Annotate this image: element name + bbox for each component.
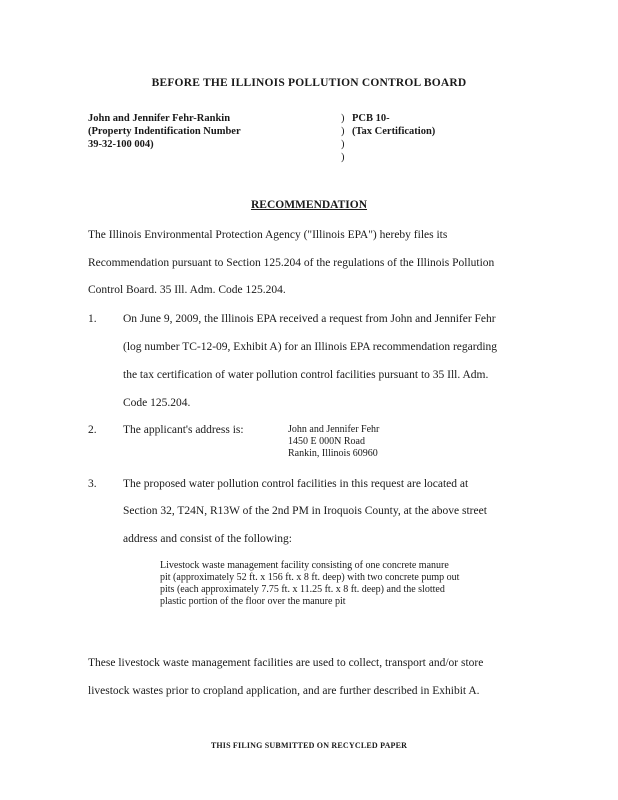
footer-note: THIS FILING SUBMITTED ON RECYCLED PAPER bbox=[210, 741, 408, 750]
item-line: Code 125.204. bbox=[123, 397, 191, 409]
item-line: (log number TC-12-09, Exhibit A) for an Illinois EPA recommendation regarding bbox=[123, 341, 498, 353]
caption-pin-label: (Property Indentification Number bbox=[88, 126, 241, 137]
caption-bar: ) bbox=[341, 152, 345, 163]
caption-left bbox=[88, 112, 241, 151]
caption-right bbox=[352, 112, 435, 138]
item-line: the tax certification of water pollution control facilities pursuant to 35 Ill. Adm. bbox=[123, 369, 489, 381]
address-label: The applicant's address is: bbox=[123, 424, 244, 436]
item-number: 2. bbox=[88, 424, 97, 436]
intro-line: Recommendation pursuant to Section 125.204 of the regulations of the Illinois Pollution bbox=[88, 257, 495, 269]
address-line: 1450 E 000N Road bbox=[288, 436, 365, 447]
item-line: address and consist of the following: bbox=[123, 533, 292, 545]
intro-line: The Illinois Environmental Protection Agency ("Illinois EPA") hereby files its bbox=[88, 229, 448, 241]
caption-bar: ) bbox=[341, 126, 345, 137]
closing-line: These livestock waste management facilities are used to collect, transport and/or store bbox=[88, 657, 484, 669]
caption-bar: ) bbox=[341, 139, 345, 150]
address-line: John and Jennifer Fehr bbox=[288, 424, 380, 435]
item-number: 3. bbox=[88, 478, 97, 490]
facility-description: Livestock waste management facility consisting of one concrete manure pit (approximately 52 ft. x 156 ft. x 8 ft. deep) with two concrete pump out pits (each approximately 7.75 ft. x 11.25 ft. x 8 ft. deep) and the slotted plastic portion of the floor over the manure pit bbox=[160, 560, 460, 607]
item-number: 1. bbox=[88, 313, 97, 325]
case-number: PCB 10- bbox=[352, 113, 390, 124]
item-line: The proposed water pollution control facilities in this request are located at bbox=[123, 478, 469, 490]
address-line: Rankin, Illinois 60960 bbox=[288, 448, 378, 459]
intro-line: Control Board. 35 Ill. Adm. Code 125.204. bbox=[88, 284, 286, 296]
closing-line: livestock wastes prior to cropland application, and are further described in Exhibit A. bbox=[88, 685, 480, 697]
case-type: (Tax Certification) bbox=[352, 126, 436, 137]
applicant-address bbox=[288, 424, 379, 460]
document-title: BEFORE THE ILLINOIS POLLUTION CONTROL BOARD bbox=[151, 77, 467, 89]
section-heading: RECOMMENDATION bbox=[250, 199, 368, 211]
caption-bar: ) bbox=[341, 113, 345, 124]
item-line: On June 9, 2009, the Illinois EPA received a request from John and Jennifer Fehr bbox=[123, 313, 496, 325]
item-line: Section 32, T24N, R13W of the 2nd PM in Iroquois County, at the above street bbox=[123, 505, 487, 517]
caption-pin-number: 39-32-100 004) bbox=[88, 139, 154, 150]
caption-party: John and Jennifer Fehr-Rankin bbox=[88, 113, 231, 124]
caption-separator bbox=[341, 112, 345, 164]
